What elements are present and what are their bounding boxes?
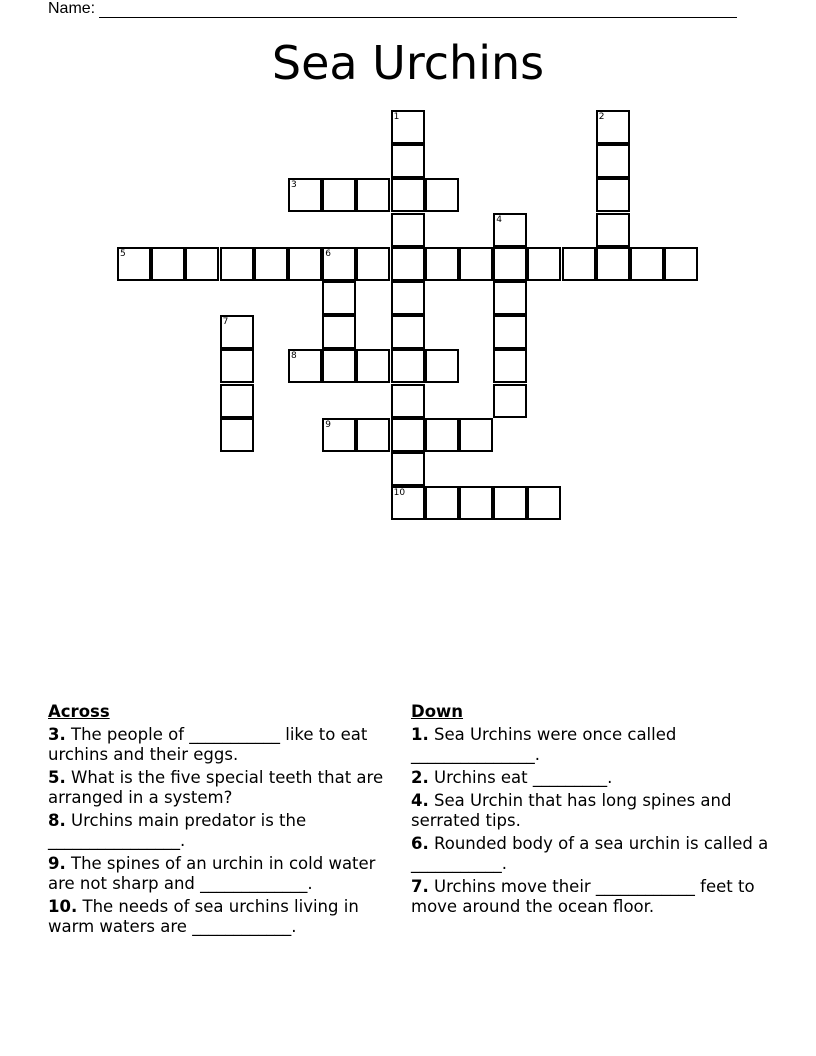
crossword-cell[interactable] [596, 110, 630, 144]
down-clue [411, 725, 771, 765]
crossword-cell[interactable] [493, 349, 527, 383]
crossword-cell[interactable] [493, 315, 527, 349]
crossword-cell[interactable] [391, 452, 425, 486]
cell-number: 5 [120, 248, 126, 259]
clue-text: The people of ___________ like to eat urchins and their eggs. [48, 725, 368, 764]
clue-number: 7. [411, 877, 429, 896]
crossword-cell[interactable] [322, 178, 356, 212]
crossword-cell[interactable] [391, 384, 425, 418]
cell-number: 2 [598, 112, 605, 122]
clue-text: Sea Urchin that has long spines and serrated tips. [411, 791, 732, 830]
crossword-cell[interactable] [425, 178, 459, 212]
across-clue [48, 854, 403, 894]
crossword-cell[interactable] [391, 247, 425, 281]
crossword-cell[interactable] [391, 281, 425, 315]
crossword-cell[interactable] [322, 281, 356, 315]
cell-number: 4 [496, 214, 502, 225]
crossword-cell[interactable] [527, 486, 561, 520]
crossword-cell[interactable] [596, 213, 630, 247]
name-label: Name: [48, 0, 96, 17]
crossword-cell[interactable] [596, 247, 630, 281]
crossword-cell[interactable] [493, 486, 527, 520]
crossword-cell[interactable] [220, 349, 254, 383]
crossword-cell[interactable] [356, 418, 390, 452]
crossword-cell[interactable] [391, 213, 425, 247]
crossword-cell[interactable] [391, 349, 425, 383]
down-clue [411, 834, 771, 874]
crossword-cell[interactable] [322, 418, 356, 452]
crossword-cell[interactable] [493, 281, 527, 315]
across-clue [48, 768, 403, 808]
crossword-cell[interactable] [493, 384, 527, 418]
clue-number: 9. [48, 854, 66, 873]
crossword-cell[interactable] [459, 418, 493, 452]
cell-number: 6 [325, 248, 331, 259]
clue-text: Urchins move their ____________ feet to move around the ocean floor. [411, 877, 755, 916]
down-clue [411, 877, 771, 917]
clue-text: The spines of an urchin in cold water are not sharp and _____________. [48, 854, 376, 893]
crossword-cell[interactable] [322, 315, 356, 349]
crossword-cell[interactable] [220, 418, 254, 452]
down-heading: Down [411, 702, 464, 721]
clue-number: 6. [411, 834, 429, 853]
clue-text: The needs of sea urchins living in warm waters are ____________. [48, 897, 359, 936]
crossword-cell[interactable] [288, 178, 322, 212]
crossword-cell[interactable] [493, 213, 527, 247]
clue-text: Urchins main predator is the ________________. [48, 811, 307, 850]
across-clue [48, 897, 403, 937]
crossword-cell[interactable] [288, 349, 322, 383]
down-clue [411, 791, 771, 831]
crossword-cell[interactable] [356, 247, 390, 281]
page-title: Sea Urchins [271, 36, 545, 90]
crossword-cell[interactable] [562, 247, 596, 281]
down-clues [411, 702, 771, 920]
crossword-cell[interactable] [220, 247, 254, 281]
across-clue [48, 725, 403, 765]
crossword-cell[interactable] [391, 110, 425, 144]
cell-number: 8 [291, 351, 297, 362]
crossword-cell[interactable] [288, 247, 322, 281]
crossword-cell[interactable] [527, 247, 561, 281]
crossword-cell[interactable] [356, 349, 390, 383]
crossword-cell[interactable] [391, 315, 425, 349]
cell-number: 1 [393, 112, 400, 122]
crossword-cell[interactable] [356, 178, 390, 212]
cell-number: 7 [222, 317, 229, 328]
crossword-cell[interactable] [596, 144, 630, 178]
clue-number: 1. [411, 725, 429, 744]
crossword-cell[interactable] [391, 418, 425, 452]
crossword-cell[interactable] [664, 247, 698, 281]
clue-number: 2. [411, 768, 429, 787]
crossword-cell[interactable] [630, 247, 664, 281]
crossword-cell[interactable] [425, 418, 459, 452]
crossword-cell[interactable] [220, 315, 254, 349]
crossword-cell[interactable] [322, 247, 356, 281]
down-clue [411, 768, 771, 788]
crossword-cell[interactable] [254, 247, 288, 281]
across-heading: Across [48, 702, 110, 721]
crossword-cell[interactable] [493, 247, 527, 281]
crossword-cell[interactable] [425, 486, 459, 520]
across-clues [48, 702, 403, 940]
clue-number: 4. [411, 791, 429, 810]
clue-text: Rounded body of a sea urchin is called a ___________. [411, 834, 769, 873]
cell-number: 3 [291, 180, 297, 191]
clue-number: 3. [48, 725, 66, 744]
crossword-cell[interactable] [185, 247, 219, 281]
cell-number: 10 [393, 488, 406, 499]
crossword-cell[interactable] [391, 144, 425, 178]
crossword-cell[interactable] [220, 384, 254, 418]
across-clue [48, 811, 403, 851]
crossword-cell[interactable] [151, 247, 185, 281]
crossword-cell[interactable] [391, 178, 425, 212]
cell-number: 9 [325, 419, 331, 430]
clue-number: 8. [48, 811, 66, 830]
clue-number: 10. [48, 897, 78, 916]
crossword-cell[interactable] [459, 486, 493, 520]
clue-number: 5. [48, 768, 66, 787]
crossword-cell[interactable] [596, 178, 630, 212]
crossword-cell[interactable] [425, 349, 459, 383]
crossword-cell[interactable] [391, 486, 425, 520]
crossword-cell[interactable] [322, 349, 356, 383]
crossword-cell[interactable] [117, 247, 151, 281]
clue-text: Urchins eat _________. [434, 768, 613, 787]
crossword-cell[interactable] [425, 247, 459, 281]
crossword-cell[interactable] [459, 247, 493, 281]
clue-text: Sea Urchins were once called _______________. [411, 725, 677, 764]
clue-text: What is the five special teeth that are arranged in a system? [48, 768, 384, 807]
